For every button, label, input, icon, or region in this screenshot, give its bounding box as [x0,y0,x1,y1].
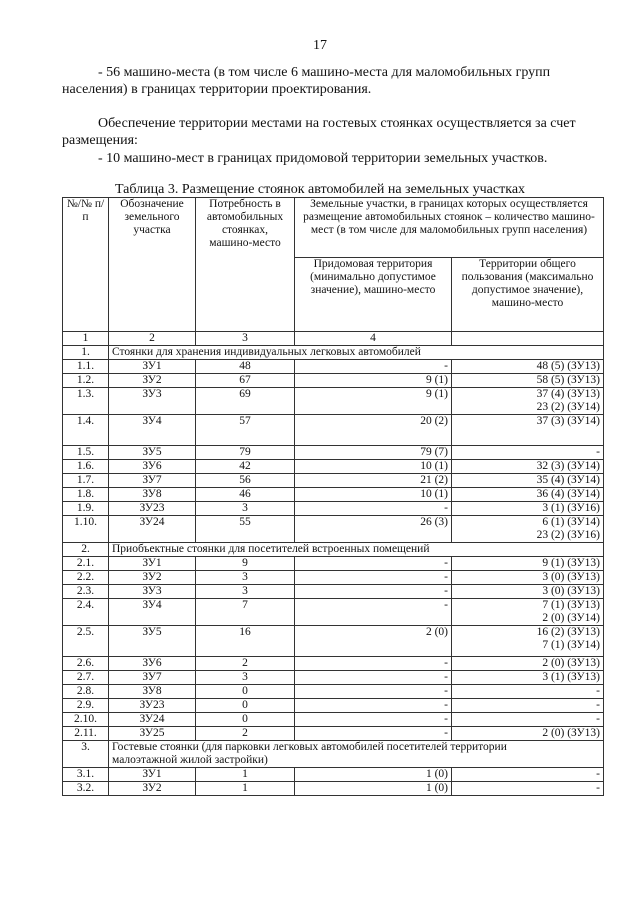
cell-num: 2.9. [63,699,109,713]
cell-need: 56 [196,474,295,488]
cell-public [452,727,604,741]
cell-public-line: 35 (4) (ЗУ14) [536,474,600,486]
header-num: №/№ п/п [63,198,109,332]
section-title: Стоянки для хранения индивидуальных легковых автомобилей [109,346,604,360]
cell-public [452,360,604,374]
cell-plot: ЗУ6 [109,460,196,474]
cell-need: 1 [196,768,295,782]
cell-plot: ЗУ1 [109,360,196,374]
cell-adjacent: - [295,557,452,571]
table-row [63,685,604,699]
cell-public-line: - [596,768,600,780]
cell-need: 42 [196,460,295,474]
cell-adjacent: 26 (3) [295,516,452,543]
parking-table [62,197,604,796]
cell-public-line: 58 (5) (ЗУ13) [536,374,600,386]
cell-adjacent: 10 (1) [295,488,452,502]
header-plots: Земельные участки, в границах которых осуществляется размещение автомобильных стоянок – количество машино-мест (в том числе для маломобильных групп населения) [295,198,604,258]
cell-public-line: 6 (1) (ЗУ14) [542,516,600,528]
cell-plot: ЗУ4 [109,415,196,446]
cell-public [452,374,604,388]
table-row [63,585,604,599]
cell-public [452,571,604,585]
table-row [63,374,604,388]
table-row [63,460,604,474]
cell-public-line: 32 (3) (ЗУ14) [536,460,600,472]
cell-num: 1.2. [63,374,109,388]
cell-num: 1.8. [63,488,109,502]
cell-num: 1.5. [63,446,109,460]
cell-public-line: 3 (0) (ЗУ13) [542,585,600,597]
cell-public [452,502,604,516]
col-number: 1 [63,332,109,346]
cell-adjacent: 10 (1) [295,460,452,474]
cell-adjacent: - [295,571,452,585]
table-row [63,671,604,685]
table-row [63,502,604,516]
cell-public-line: 3 (1) (ЗУ16) [542,502,600,514]
cell-need: 67 [196,374,295,388]
cell-public-line: 7 (1) (ЗУ13) [542,599,600,611]
section-num: 2. [63,543,109,557]
table-row [63,657,604,671]
cell-need: 3 [196,671,295,685]
cell-num: 2.7. [63,671,109,685]
cell-public [452,488,604,502]
cell-need: 0 [196,685,295,699]
cell-plot: ЗУ1 [109,557,196,571]
cell-public-line: - [596,446,600,458]
table-row [63,388,604,415]
cell-num: 2.10. [63,713,109,727]
cell-plot: ЗУ6 [109,657,196,671]
cell-plot: ЗУ7 [109,671,196,685]
cell-public [452,671,604,685]
cell-adjacent: - [295,727,452,741]
cell-plot: ЗУ25 [109,727,196,741]
cell-need: 16 [196,626,295,657]
table-row [63,699,604,713]
section-row [63,346,604,360]
table-row [63,782,604,796]
section-num: 3. [63,741,109,768]
cell-adjacent: - [295,502,452,516]
table-row [63,516,604,543]
cell-need: 48 [196,360,295,374]
cell-public [452,626,604,657]
header-need: Потребность в автомобильных стоянках, машино-место [196,198,295,332]
col-number: 2 [109,332,196,346]
cell-num: 2.4. [63,599,109,626]
cell-public [452,699,604,713]
cell-plot: ЗУ5 [109,626,196,657]
cell-public [452,585,604,599]
cell-public-line: 36 (4) (ЗУ14) [536,488,600,500]
cell-num: 2.6. [63,657,109,671]
cell-public [452,415,604,446]
cell-public [452,460,604,474]
cell-plot: ЗУ24 [109,516,196,543]
cell-need: 9 [196,557,295,571]
table-row [63,488,604,502]
cell-adjacent: 9 (1) [295,388,452,415]
cell-adjacent: - [295,585,452,599]
column-numbers-row [63,332,604,346]
cell-num: 2.2. [63,571,109,585]
cell-public [452,599,604,626]
paragraph-3-line-1: - 10 машино-мест в границах придомовой территории земельных участков. [98,151,548,166]
table-row [63,474,604,488]
paragraph-2-line-2: размещения: [62,133,138,148]
header-public: Территории общего пользования (максимально допустимое значение), машино-место [452,258,604,332]
cell-need: 2 [196,727,295,741]
cell-adjacent: 1 (0) [295,782,452,796]
cell-plot: ЗУ2 [109,571,196,585]
cell-num: 1.10. [63,516,109,543]
section-title: Приобъектные стоянки для посетителей встроенных помещений [109,543,604,557]
cell-num: 1.7. [63,474,109,488]
cell-public-line: 37 (4) (ЗУ13) [536,388,600,400]
cell-public-line: 48 (5) (ЗУ13) [536,360,600,372]
cell-num: 1.3. [63,388,109,415]
cell-plot: ЗУ7 [109,474,196,488]
section-row [63,741,604,768]
cell-public-line: 2 (0) (ЗУ14) [542,612,600,624]
cell-need: 79 [196,446,295,460]
table-caption: Таблица 3. Размещение стоянок автомобилей на земельных участках [114,182,526,197]
cell-adjacent: 21 (2) [295,474,452,488]
table-row [63,599,604,626]
cell-plot: ЗУ1 [109,768,196,782]
section-row [63,543,604,557]
cell-public-line: 23 (2) (ЗУ14) [536,401,600,413]
cell-adjacent: - [295,685,452,699]
cell-need: 7 [196,599,295,626]
cell-plot: ЗУ3 [109,388,196,415]
table-row [63,446,604,460]
cell-public [452,657,604,671]
cell-public-line: 2 (0) (ЗУ13) [542,727,600,739]
cell-public [452,446,604,460]
header-designation: Обозначение земельного участка [109,198,196,332]
cell-adjacent: - [295,360,452,374]
cell-adjacent: 9 (1) [295,374,452,388]
cell-plot: ЗУ5 [109,446,196,460]
cell-adjacent: - [295,713,452,727]
cell-num: 2.3. [63,585,109,599]
table-row [63,415,604,446]
table-row [63,768,604,782]
cell-public [452,474,604,488]
cell-public [452,685,604,699]
cell-adjacent: 1 (0) [295,768,452,782]
section-title-line-1: Гостевые стоянки (для парковки легковых автомобилей посетителей территории [112,741,507,753]
cell-plot: ЗУ3 [109,585,196,599]
cell-need: 3 [196,502,295,516]
cell-public-line: - [596,713,600,725]
cell-plot: ЗУ24 [109,713,196,727]
cell-public [452,768,604,782]
cell-num: 2.5. [63,626,109,657]
table-row [63,713,604,727]
table-header-row [63,198,604,258]
cell-adjacent: - [295,699,452,713]
cell-adjacent: 79 (7) [295,446,452,460]
cell-plot: ЗУ4 [109,599,196,626]
cell-adjacent: 2 (0) [295,626,452,657]
col-number: 4 [295,332,452,346]
cell-num: 1.1. [63,360,109,374]
cell-public-line: - [596,782,600,794]
cell-public-line: 37 (3) (ЗУ14) [536,415,600,427]
cell-plot: ЗУ2 [109,782,196,796]
table-row [63,727,604,741]
cell-need: 0 [196,713,295,727]
cell-need: 57 [196,415,295,446]
cell-num: 2.8. [63,685,109,699]
cell-adjacent: 20 (2) [295,415,452,446]
cell-plot: ЗУ8 [109,488,196,502]
cell-adjacent: - [295,671,452,685]
section-title [109,741,604,768]
cell-public-line: 3 (1) (ЗУ13) [542,671,600,683]
table-row [63,626,604,657]
cell-need: 55 [196,516,295,543]
cell-adjacent: - [295,599,452,626]
cell-public [452,388,604,415]
cell-public [452,713,604,727]
paragraph-1-line-2: населения) в границах территории проектирования. [62,82,372,97]
cell-plot: ЗУ23 [109,502,196,516]
cell-public [452,516,604,543]
cell-public [452,782,604,796]
cell-public-line: - [596,699,600,711]
col-number-empty [452,332,604,346]
header-adjacent: Придомовая территория (минимально допустимое значение), машино-место [295,258,452,332]
cell-public-line: 16 (2) (ЗУ13) [536,626,600,638]
cell-num: 2.11. [63,727,109,741]
cell-num: 1.6. [63,460,109,474]
cell-need: 0 [196,699,295,713]
cell-need: 1 [196,782,295,796]
cell-need: 69 [196,388,295,415]
cell-plot: ЗУ23 [109,699,196,713]
cell-plot: ЗУ8 [109,685,196,699]
paragraph-2-line-1: Обеспечение территории местами на гостевых стоянках осуществляется за счет [98,116,576,131]
table-row [63,571,604,585]
cell-public-line: 3 (0) (ЗУ13) [542,571,600,583]
table-row [63,360,604,374]
cell-public-line: 2 (0) (ЗУ13) [542,657,600,669]
cell-need: 46 [196,488,295,502]
cell-public-line: 9 (1) (ЗУ13) [542,557,600,569]
cell-num: 1.9. [63,502,109,516]
cell-adjacent: - [295,657,452,671]
cell-public-line: - [596,685,600,697]
paragraph-1-line-1: - 56 машино-места (в том числе 6 машино-места для маломобильных групп [98,65,551,80]
cell-num: 3.1. [63,768,109,782]
col-number: 3 [196,332,295,346]
cell-public [452,557,604,571]
section-num: 1. [63,346,109,360]
cell-num: 1.4. [63,415,109,446]
cell-plot: ЗУ2 [109,374,196,388]
cell-need: 2 [196,657,295,671]
cell-num: 2.1. [63,557,109,571]
cell-public-line: 23 (2) (ЗУ16) [536,529,600,541]
cell-need: 3 [196,585,295,599]
page-number: 17 [313,38,327,53]
cell-need: 3 [196,571,295,585]
cell-num: 3.2. [63,782,109,796]
table-row [63,557,604,571]
section-title-line-2: малоэтажной жилой застройки) [112,754,268,766]
cell-public-line: 7 (1) (ЗУ14) [542,639,600,651]
